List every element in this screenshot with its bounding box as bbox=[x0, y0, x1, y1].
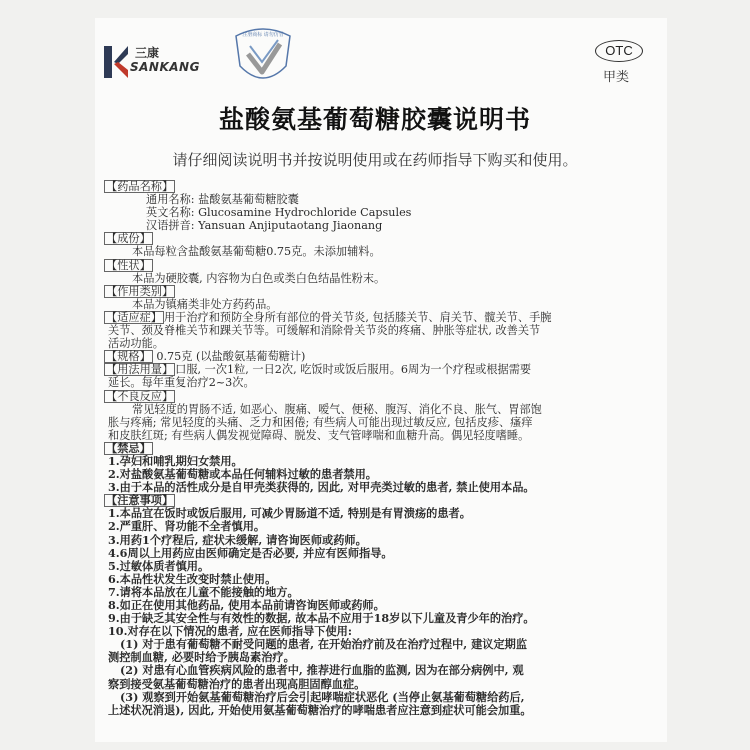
emblem-label: 注册商标 请勿仿冒 bbox=[242, 32, 284, 38]
brand-chinese: 三康 bbox=[135, 46, 160, 60]
section-head-composition: 【成份】 bbox=[106, 232, 151, 246]
properties-text: 本品为硬胶囊, 内容物为白色或类白色结晶性粉末。 bbox=[132, 271, 386, 285]
indications-line: 用于治疗和预防全身所有部位的骨关节炎, 包括膝关节、肩关节、髋关节、手腕 bbox=[163, 310, 552, 324]
precaution-item: 2.严重肝、肾功能不全者慎用。 bbox=[108, 520, 266, 534]
category-text: 本品为镇痛类非处方药药品。 bbox=[132, 297, 278, 311]
precaution-sub-line: 上述状况消退), 因此, 开始使用氨基葡萄糖治疗的哮喘患者应注意到症状可能会加重。 bbox=[108, 703, 532, 717]
contra-item: 2.对盐酸氨基葡萄糖或本品任何辅料过敏的患者禁用。 bbox=[108, 468, 377, 482]
indications-line: 活动功能。 bbox=[108, 337, 164, 351]
name-line: 通用名称: 盐酸氨基葡萄糖胶囊 bbox=[146, 193, 299, 207]
usage-line: 口服, 一次1粒, 一日2次, 吃饭时或饭后服用。6周为一个疗程或根据需要 bbox=[175, 363, 532, 377]
indications-line: 关节、颈及脊椎关节和踝关节等。可缓解和消除骨关节炎的疼痛、肿胀等症状, 改善关节 bbox=[108, 324, 541, 338]
otc-class-label: 甲类 bbox=[603, 70, 630, 85]
contra-item: 1.孕妇和哺乳期妇女禁用。 bbox=[108, 454, 243, 468]
section-head-usage: 【用法用量】 bbox=[106, 363, 174, 377]
section-head-category: 【作用类别】 bbox=[106, 284, 174, 298]
leaflet-body bbox=[104, 180, 659, 717]
section-head-properties: 【性状】 bbox=[106, 258, 151, 272]
precaution-sub-line: (3) 观察到开始氨基葡萄糖治疗后会引起哮喘症状恶化 (当停止氨基葡萄糖给药后, bbox=[120, 690, 525, 704]
name-line: 英文名称: Glucosamine Hydrochloride Capsules bbox=[146, 206, 412, 220]
page-title: 盐酸氨基葡萄糖胶囊说明书 bbox=[218, 105, 531, 134]
emblem-shield-icon bbox=[228, 24, 298, 94]
precaution-item: 6.本品性状发生改变时禁止使用。 bbox=[108, 572, 277, 586]
adverse-line: 和皮肤红斑; 有些病人偶发视觉障碍、脱发、支气管哮喘和血糖升高。偶见轻度嗜睡。 bbox=[108, 428, 530, 442]
precaution-sub-line: (2) 对患有心血管疾病风险的患者中, 推荐进行血脂的监测, 因为在部分病例中, 观 bbox=[120, 664, 524, 678]
contra-item: 3.由于本品的活性成分是自甲壳类获得的, 因此, 对甲壳类过敏的患者, 禁止使用本品。 bbox=[108, 481, 535, 495]
section-head-name: 【药品名称】 bbox=[106, 180, 174, 193]
precaution-item: 3.用药1个疗程后, 症状未缓解, 请咨询医师或药师。 bbox=[108, 533, 367, 547]
precaution-sub-line: 测控制血糖, 必要时给予胰岛素治疗。 bbox=[108, 651, 295, 665]
adverse-line: 胀与疼痛; 常见轻度的头痛、乏力和困倦; 有些病人可能出现过敏反应, 包括皮疹、瘙痒 bbox=[108, 415, 533, 429]
composition-text: 本品每粒含盐酸氨基葡萄糖0.75克。未添加辅料。 bbox=[132, 245, 381, 259]
brand-english: SANKANG bbox=[130, 60, 200, 74]
precaution-item: 10.对存在以下情况的患者, 应在医师指导下使用: bbox=[108, 625, 352, 639]
name-line: 汉语拼音: Yansuan Anjiputaotang Jiaonang bbox=[146, 219, 383, 233]
spec-text: 0.75克 (以盐酸氨基葡萄糖计) bbox=[156, 350, 306, 364]
precaution-item: 1.本品宜在饭时或饭后服用, 可减少胃肠道不适, 特别是有胃溃疡的患者。 bbox=[108, 507, 471, 521]
section-head-adverse: 【不良反应】 bbox=[106, 389, 174, 403]
precaution-item: 7.请将本品放在儿童不能接触的地方。 bbox=[108, 585, 299, 599]
precaution-item: 9.由于缺乏其安全性与有效性的数据, 故本品不应用于18岁以下儿童及青少年的治疗。 bbox=[108, 612, 535, 626]
section-head-spec: 【规格】 bbox=[106, 350, 151, 364]
precaution-sub-line: 察到接受氨基葡萄糖治疗的患者出现高胆固醇血症。 bbox=[108, 677, 366, 691]
subtitle: 请仔细阅读说明书并按说明使用或在药师指导下购买和使用。 bbox=[172, 151, 578, 169]
section-head-indications: 【适应症】 bbox=[106, 310, 162, 324]
precaution-sub-line: (1) 对于患有葡萄糖不耐受问题的患者, 在开始治疗前及在治疗过程中, 建议定期监 bbox=[120, 638, 528, 652]
otc-badge: OTC bbox=[595, 40, 643, 62]
usage-line: 延长。每年重复治疗2~3次。 bbox=[108, 376, 255, 390]
precaution-item: 4.6周以上用药应由医师确定是否必要, 并应有医师指导。 bbox=[108, 546, 393, 560]
section-head-precautions: 【注意事项】 bbox=[106, 494, 174, 508]
adverse-line: 常见轻度的胃肠不适, 如恶心、腹痛、嗳气、便秘、腹泻、消化不良、胀气、胃部饱 bbox=[132, 402, 542, 416]
precaution-item: 8.如正在使用其他药品, 使用本品前请咨询医师或药师。 bbox=[108, 599, 385, 612]
precaution-item: 5.过敏体质者慎用。 bbox=[108, 559, 210, 573]
section-head-contraindications: 【禁忌】 bbox=[106, 441, 151, 455]
